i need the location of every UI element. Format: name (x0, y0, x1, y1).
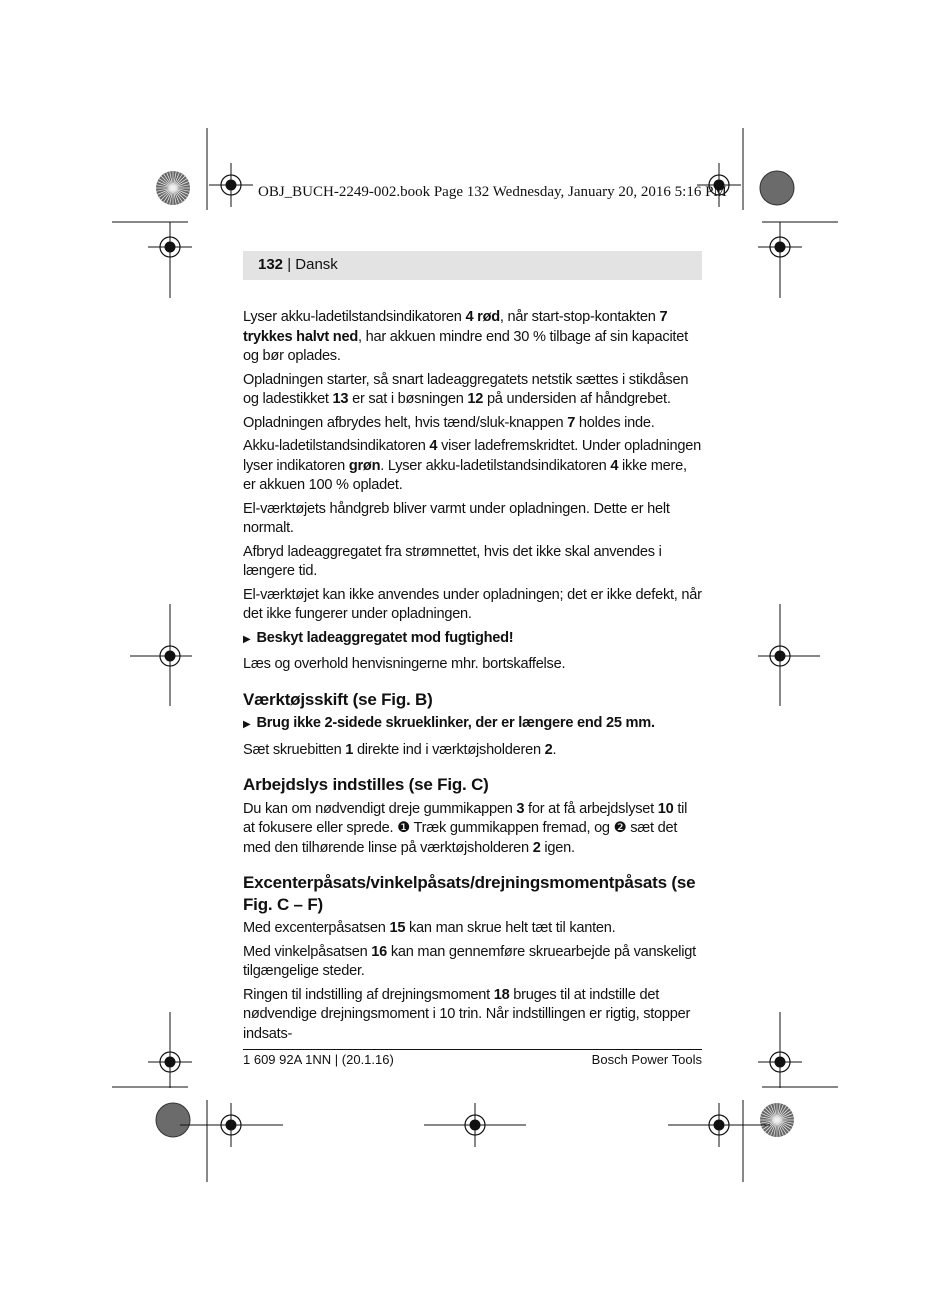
paragraph: El-værktøjet kan ikke anvendes under opladningen; det er ikke defekt, når det ikke fungerer under opladningen. (243, 586, 702, 622)
paragraph: Med vinkelpåsatsen 16 kan man gennemføre skruearbejde på vanskeligt tilgængelige steder. (243, 943, 696, 979)
paragraph: Du kan om nødvendigt dreje gummikappen 3 for at få arbejdslyset 10 til at fokusere eller sprede. ❶ Træk gummikappen fremad, og ❷ sæt det med den tilhørende linse på værktøjsholderen 2 igen. (243, 800, 688, 856)
paragraph: Læs og overhold henvisningerne mhr. bortskaffelse. (243, 656, 566, 672)
section-heading-tool-change: Værktøjsskift (se Fig. B) (243, 689, 433, 709)
paragraph: Med excenterpåsatsen 15 kan man skrue helt tæt til kanten. (243, 920, 616, 936)
print-slug: OBJ_BUCH-2249-002.book Page 132 Wednesday, January 20, 2016 5:16 PM (258, 184, 727, 200)
section-heading-worklight: Arbejdslys indstilles (se Fig. C) (243, 775, 489, 794)
page-body (243, 308, 702, 1048)
paragraph: Lyser akku-ladetilstandsindikatoren 4 rød, når start-stop-kontakten 7 trykkes halvt ned, har akkuen mindre end 30 % tilbage af sin kapacitet og bør oplades. (243, 309, 688, 364)
paragraph: Opladningen starter, så snart ladeaggregatets netstik sættes i stikdåsen og ladestikket 13 er sat i bøsningen 12 på undersiden af håndgrebet. (243, 371, 689, 407)
paragraph: Sæt skruebitten 1 direkte ind i værktøjsholderen 2. (243, 741, 557, 758)
paragraph: Ringen til indstilling af drejningsmoment 18 bruges til at indstille det nødvendige drejningsmoment i 10 trin. Når indstillingen er rigtig, stopper indsats- (243, 986, 691, 1042)
safety-warning: ▶ Beskyt ladeaggregatet mod fugtighed! (243, 629, 702, 650)
paragraph: El-værktøjets håndgreb bliver varmt under opladningen. Dette er helt normalt. (243, 500, 670, 536)
step-two-icon: ❷ (613, 820, 627, 836)
page-number: 132 (258, 256, 284, 273)
step-one-icon: ❶ (397, 820, 410, 836)
running-header (243, 251, 702, 280)
header-language: Dansk (295, 256, 338, 273)
paragraph: Opladningen afbrydes helt, hvis tænd/sluk-knappen 7 holdes inde. (243, 414, 655, 431)
section-heading-attachments: Excenterpåsats/vinkelpåsats/drejningsmomentpåsats (se Fig. C – F) (243, 873, 696, 914)
paragraph: Afbryd ladeaggregatet fra strømnettet, hvis det ikke skal anvendes i længere tid. (243, 543, 662, 579)
footer-divider (243, 1049, 702, 1050)
footer-document-id: 1 609 92A 1NN | (20.1.16) (243, 1052, 394, 1067)
footer-brand: Bosch Power Tools (591, 1052, 702, 1067)
triangle-right-icon: ▶ (243, 719, 251, 730)
header-separator: | (283, 256, 296, 273)
safety-warning: ▶ Brug ikke 2-sidede skrueklinker, der er længere end 25 mm. (243, 714, 702, 735)
triangle-right-icon: ▶ (243, 633, 251, 645)
paragraph: Akku-ladetilstandsindikatoren 4 viser ladefremskridtet. Under opladningen lyser indikatoren grøn. Lyser akku-ladetilstandsindikatoren 4 ikke mere, er akkuen 100 % opladet. (243, 438, 701, 493)
